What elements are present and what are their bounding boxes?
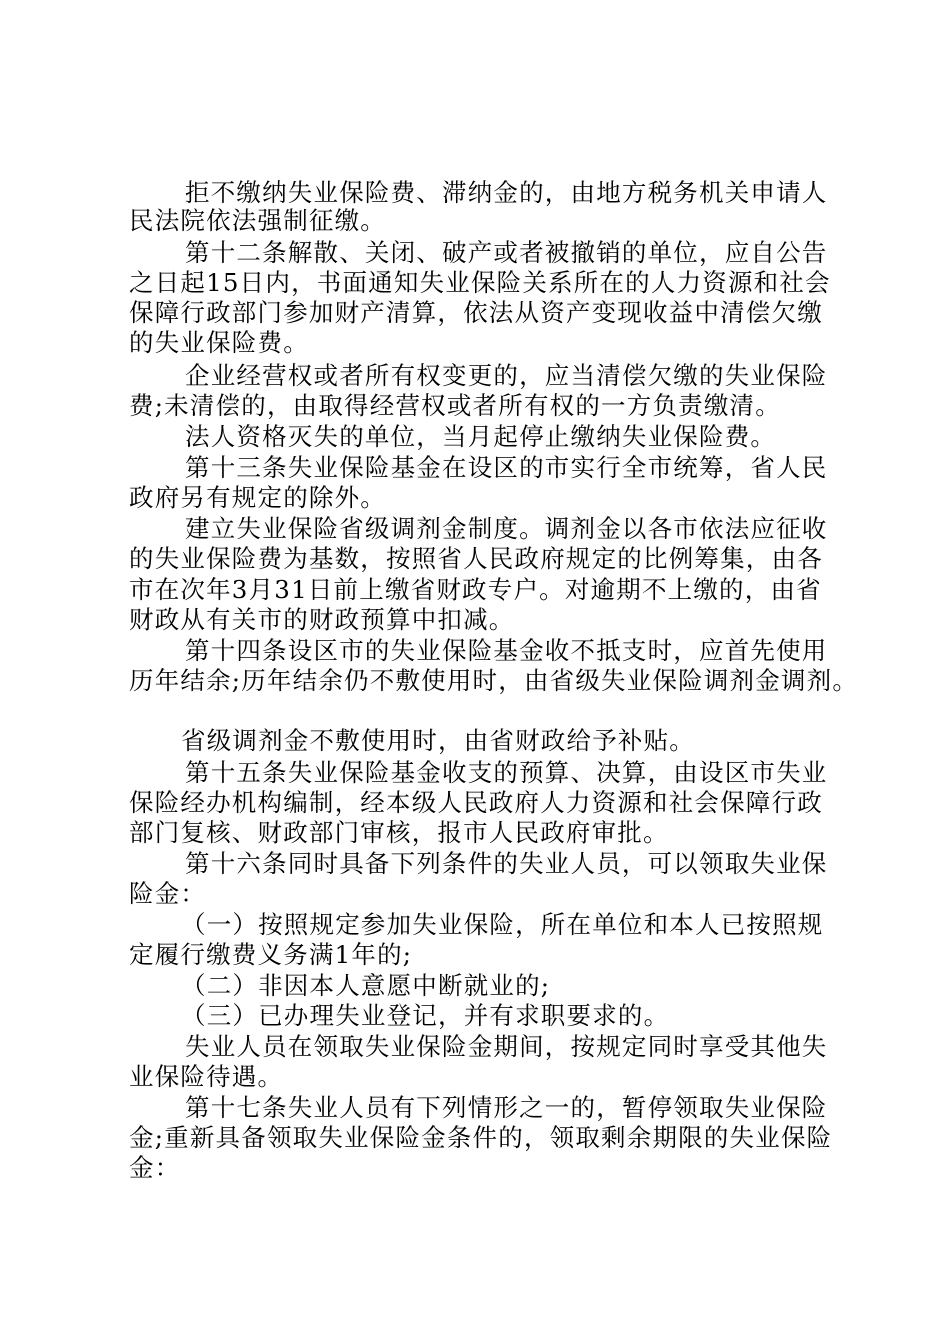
text-line: 的失业保险费为基数，按照省人民政府规定的比例筹集，由各 bbox=[129, 544, 823, 573]
text-line: 省级调剂金不敷使用时，由省财政给予补贴。 bbox=[181, 726, 695, 755]
text-line: （二）非因本人意愿中断就业的; bbox=[181, 971, 551, 1000]
text-line: 第十三条失业保险基金在设区的市实行全市统筹，省人民 bbox=[185, 453, 828, 482]
text-line: 金： bbox=[129, 1153, 181, 1182]
text-line: 法人资格灭失的单位，当月起停止缴纳失业保险费。 bbox=[185, 422, 777, 451]
text-line: 定履行缴费义务满1年的; bbox=[129, 940, 413, 969]
text-line: 第十六条同时具备下列条件的失业人员，可以领取失业保 bbox=[185, 849, 828, 878]
text-line: 费;未清偿的，由取得经营权或者所有权的一方负责缴清。 bbox=[129, 391, 781, 420]
text-line: 市在次年3月31日前上缴省财政专户。对逾期不上缴的，由省 bbox=[129, 575, 822, 604]
text-line: 第十五条失业保险基金收支的预算、决算，由设区市失业 bbox=[185, 758, 828, 787]
text-line: 保险经办机构编制，经本级人民政府人力资源和社会保障行政 bbox=[129, 788, 823, 817]
text-line: 失业人员在领取失业保险金期间，按规定同时享受其他失 bbox=[185, 1032, 828, 1061]
text-line: 建立失业保险省级调剂金制度。调剂金以各市依法应征收 bbox=[185, 514, 828, 543]
text-line: 财政从有关市的财政预算中扣减。 bbox=[129, 605, 515, 634]
text-line: 业保险待遇。 bbox=[129, 1062, 284, 1091]
text-line: 金;重新具备领取失业保险金条件的，领取剩余期限的失业保险 bbox=[129, 1123, 833, 1152]
text-line: 历年结余;历年结余仍不敷使用时，由省级失业保险调剂金调剂。 bbox=[129, 666, 859, 695]
text-line: 政府另有规定的除外。 bbox=[129, 483, 386, 512]
text-line: 险金： bbox=[129, 879, 207, 908]
text-line: 第十二条解散、关闭、破产或者被撤销的单位，应自公告 bbox=[185, 238, 828, 267]
text-line: （一）按照规定参加失业保险，所在单位和本人已按照规 bbox=[181, 910, 824, 939]
text-line: 部门复核、财政部门审核，报市人民政府审批。 bbox=[129, 818, 669, 847]
text-line: 保障行政部门参加财产清算，依法从资产变现收益中清偿欠缴 bbox=[129, 298, 823, 327]
text-line: 企业经营权或者所有权变更的，应当清偿欠缴的失业保险 bbox=[185, 361, 828, 390]
text-line: 之日起15日内，书面通知失业保险关系所在的人力资源和社会 bbox=[129, 268, 831, 297]
text-line: 的失业保险费。 bbox=[129, 328, 309, 357]
text-line: （三）已办理失业登记，并有求职要求的。 bbox=[181, 1001, 670, 1030]
text-line: 第十七条失业人员有下列情形之一的，暂停领取失业保险 bbox=[185, 1093, 828, 1122]
text-line: 拒不缴纳失业保险费、滞纳金的，由地方税务机关申请人 bbox=[185, 178, 828, 207]
text-line: 民法院依法强制征缴。 bbox=[129, 206, 386, 235]
text-line: 第十四条设区市的失业保险基金收不抵支时，应首先使用 bbox=[185, 636, 828, 665]
